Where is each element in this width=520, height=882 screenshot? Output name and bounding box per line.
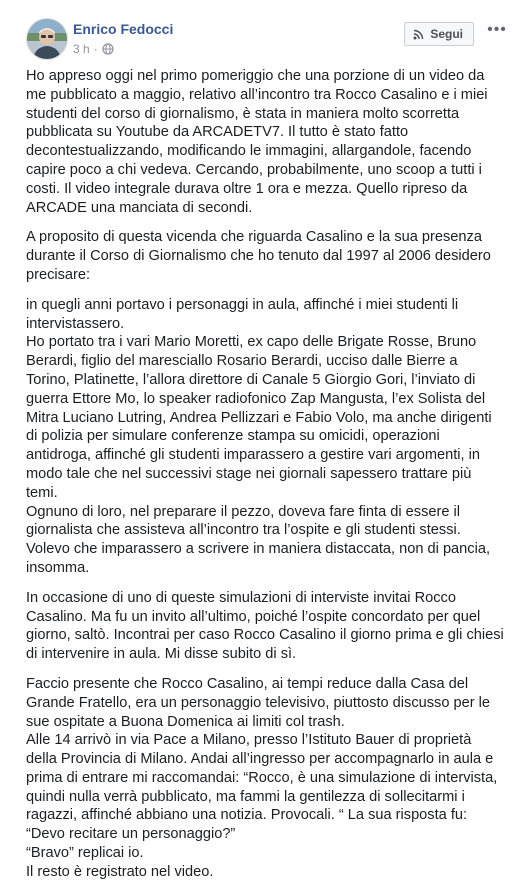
post-paragraph: Ognuno di loro, nel preparare il pezzo, doveva fare finta di essere il giornalista che assisteva all’incontro tra l’ospite e gli studenti stessi. Volevo che imparassero a scrivere in maniera distaccata, non di pancia, insomma.: [26, 503, 490, 576]
more-options-icon[interactable]: •••: [487, 21, 507, 38]
post-text: [26, 67, 504, 882]
post-paragraph: Alle 14 arrivò in via Pace a Milano, presso l’Istituto Bauer di proprietà della Provincia di Milano. Andai all’ingresso per accompagnarlo in aula e prima di entrare mi raccomandai: “Rocco, è una simulazione di intervista, quindi nulla verrà pubblicato, ma fammi la gentilezza di sollecitarmi i ragazzi, affinché abbiano una notizia. Provocali. “ La sua risposta fu: “Devo recitare un personaggio?”: [26, 732, 498, 843]
follow-label: Segui: [430, 27, 463, 41]
post-paragraph: in quegli anni portavo i personaggi in aula, affinché i miei studenti li intervistassero.: [26, 296, 459, 332]
post-paragraph: In occasione di uno di queste simulazioni di interviste invitai Rocco Casalino. Ma fu un invito all’ultimo, poiché l’ospite concordato per quel giorno, saltò. Incontrai per caso Rocco Casalino il giorno prima e gli chiesi di intervenire in aula. Mi disse subito di sì.: [26, 589, 504, 663]
post-time[interactable]: 3 h: [73, 42, 90, 56]
post-paragraph: “Bravo” replicai io.: [26, 845, 144, 862]
post-paragraph: A proposito di questa vicenda che riguarda Casalino e la sua presenza durante il Corso di Giornalismo che ho tenuto dal 1997 al 2006 desidero precisare:: [26, 229, 491, 283]
post-paragraph: Ho portato tra i vari Mario Moretti, ex capo delle Brigate Rosse, Bruno Berardi, figlio del maresciallo Rosario Berardi, ucciso dalle Bierre a Torino, Platinette, l’allora direttore di Canale 5 Giorgio Gori, l’inviato di guerra Ettore Mo, lo speaker radiofonico Zap Mangusta, l’ex Solista del Mitra Luciano Lutring, Andrea Pellizzari e Fabio Volo, ma anche dirigenti di polizia per simulare conferenze stampa su omicidi, operazioni antidroga, affinché gli studenti imparassero a gestire vari argomenti, in modo tale che nel successivi stage nei giornali sapessero trattare più temi.: [26, 334, 492, 501]
avatar-photo: [27, 19, 67, 59]
globe-icon[interactable]: [102, 43, 114, 55]
rss-icon: [413, 29, 424, 40]
post-meta: [73, 42, 114, 56]
post-paragraph: Ho appreso oggi nel primo pomeriggio che una porzione di un video da me pubblicato a maggio, relativo all’incontro tra Rocco Casalino e i miei studenti del corso di giornalismo, è stata in maniera molto scorretta pubblicata su Youtube da ARCADETV7. Il tutto è stato fatto decontestualizzando, modificando le immagini, allargandole, facendo capire poco a chi vedeva. Cercando, probabilmente, uno scoop a tutti i costi. Il video integrale durava oltre 1 ora e mezza. Quello ripreso da ARCADE una manciata di secondi.: [26, 68, 488, 216]
post-paragraph: Il resto è registrato nel video.: [26, 863, 214, 880]
follow-button[interactable]: [404, 22, 474, 46]
author-name[interactable]: Enrico Fedocci: [73, 21, 174, 37]
author-avatar[interactable]: [26, 18, 68, 60]
meta-separator: ·: [93, 42, 98, 56]
post-header: [26, 18, 510, 62]
post-paragraph: Faccio presente che Rocco Casalino, ai tempi reduce dalla Casa del Grande Fratello, era un personaggio televisivo, piuttosto discusso per le sue ospitate a Buona Domenica ai limiti col trash.: [26, 675, 491, 730]
